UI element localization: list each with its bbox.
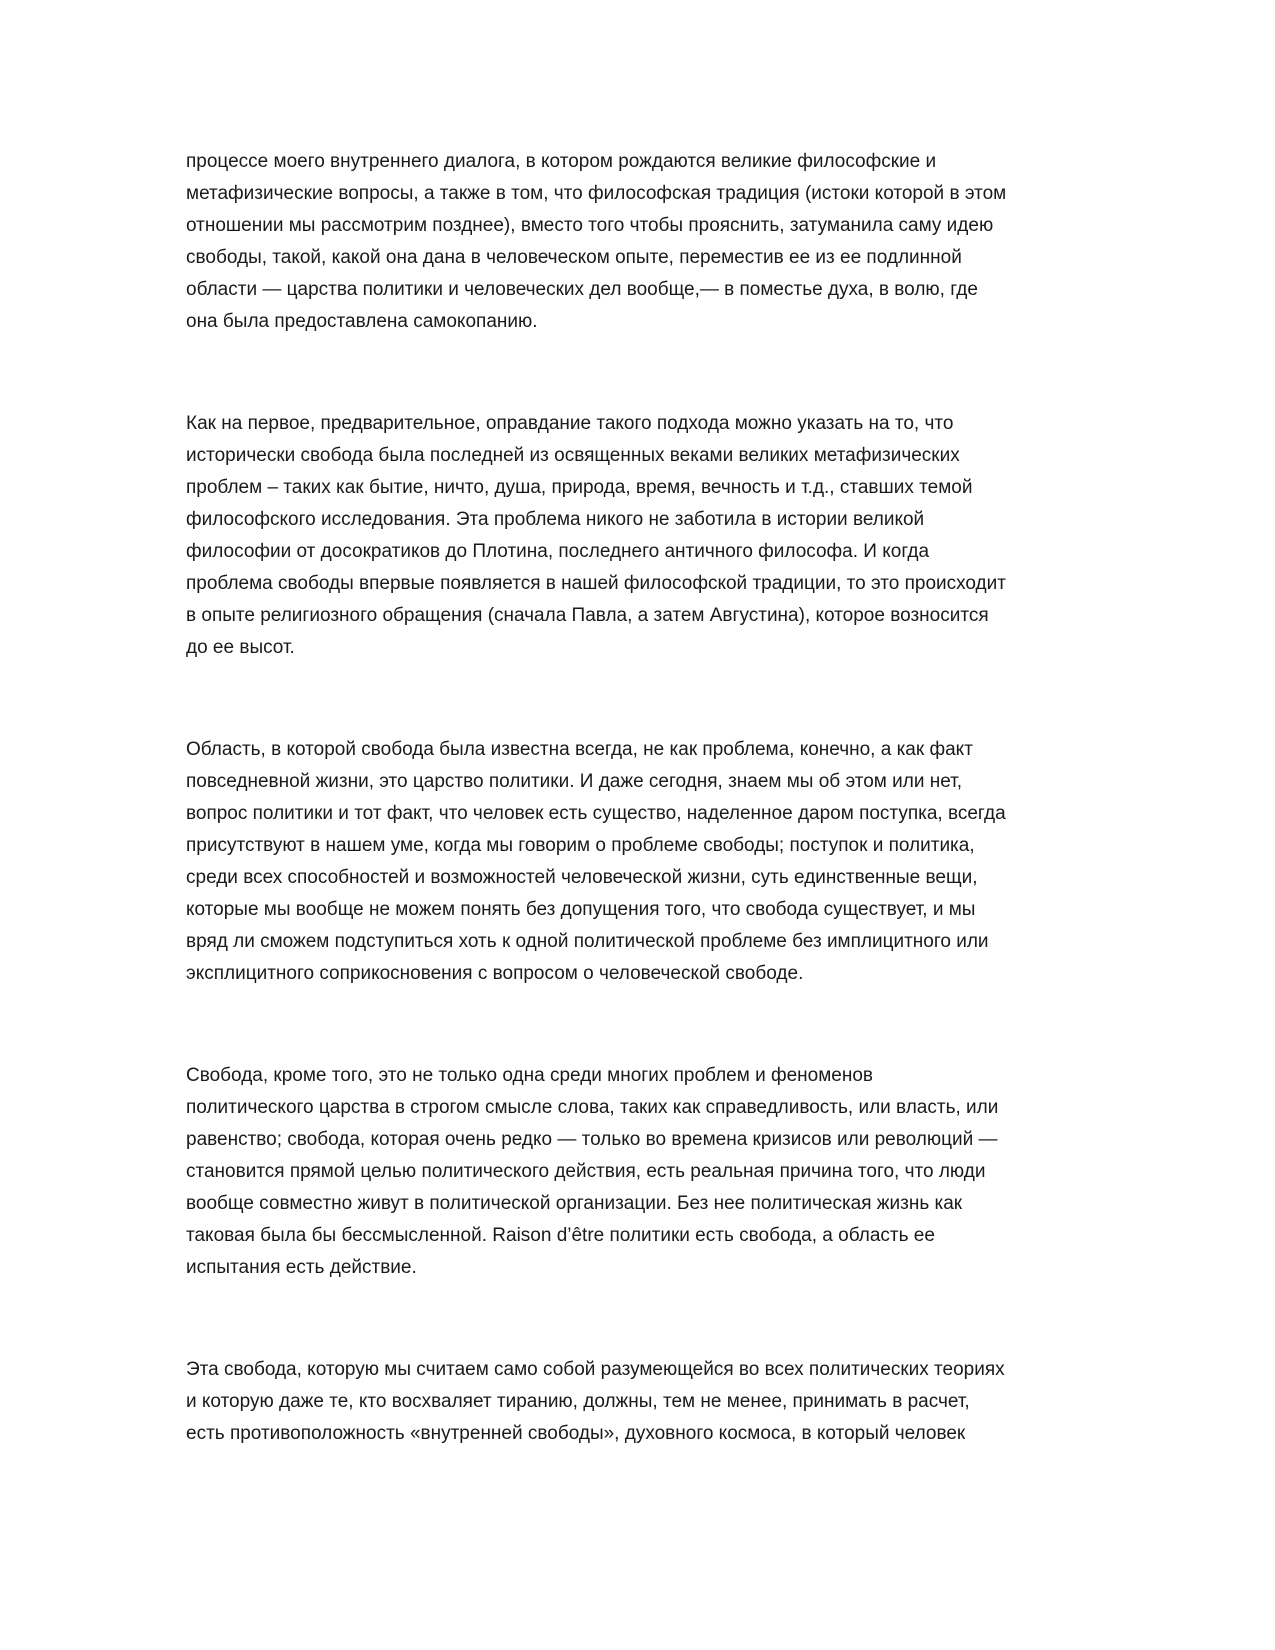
paragraph-2: [186, 408, 1086, 664]
text-line: метафизические вопросы, а также в том, что философская традиция (истоки которой в этом: [186, 183, 1007, 204]
text-line: среди всех способностей и возможностей человеческой жизни, суть единственные вещи,: [186, 867, 978, 888]
paragraph-spacer: [186, 338, 1086, 408]
paragraph-spacer: [186, 990, 1086, 1060]
text-line: вообще совместно живут в политической организации. Без нее политическая жизнь как: [186, 1193, 963, 1214]
text-line: проблема свободы впервые появляется в нашей философской традиции, то это происходит: [186, 573, 1006, 594]
text-line: таковая была бы бессмысленной. Raison d’être политики есть свобода, а область ее: [186, 1225, 935, 1246]
text-line: политического царства в строгом смысле слова, таких как справедливость, или власть, или: [186, 1097, 999, 1118]
text-line: свободы, такой, какой она дана в человеческом опыте, переместив ее из ее подлинной: [186, 247, 962, 268]
text-line: процессе моего внутреннего диалога, в котором рождаются великие философские и: [186, 151, 937, 172]
text-line: и которую даже те, кто восхваляет тиранию, должны, тем не менее, принимать в расчет,: [186, 1391, 970, 1412]
text-column: [186, 146, 1086, 1450]
text-line: Свобода, кроме того, это не только одна среди многих проблем и феноменов: [186, 1065, 873, 1086]
text-line: в опыте религиозного обращения (сначала Павла, а затем Августина), которое возносится: [186, 605, 989, 626]
text-line: отношении мы рассмотрим позднее), вместо того чтобы прояснить, затуманила саму идею: [186, 215, 994, 236]
text-line: она была предоставлена самокопанию.: [186, 311, 538, 332]
text-line: равенство; свобода, которая очень редко — только во времена кризисов или революций —: [186, 1129, 998, 1150]
text-line: философии от досократиков до Плотина, последнего античного философа. И когда: [186, 541, 930, 562]
text-line: есть противоположность «внутренней свободы», духовного космоса, в который человек: [186, 1423, 966, 1444]
text-line: вряд ли сможем подступиться хоть к одной политической проблеме без имплицитного или: [186, 931, 989, 952]
paragraph-5: [186, 1354, 1086, 1450]
text-line: области — царства политики и человеческих дел вообще,— в поместье духа, в волю, где: [186, 279, 978, 300]
paragraph-spacer: [186, 664, 1086, 734]
text-line: проблем – таких как бытие, ничто, душа, природа, время, вечность и т.д., ставших темой: [186, 477, 973, 498]
text-line: Эта свобода, которую мы считаем само собой разумеющейся во всех политических теориях: [186, 1359, 1005, 1380]
text-line: исторически свобода была последней из освященных веками великих метафизических: [186, 445, 960, 466]
text-line: становится прямой целью политического действия, есть реальная причина того, что люди: [186, 1161, 986, 1182]
paragraph-3: [186, 734, 1086, 990]
text-line: повседневной жизни, это царство политики. И даже сегодня, знаем мы об этом или нет,: [186, 771, 963, 792]
text-line: до ее высот.: [186, 637, 295, 658]
text-line: философского исследования. Эта проблема никого не заботила в истории великой: [186, 509, 925, 530]
text-line: присутствуют в нашем уме, когда мы говорим о проблеме свободы; поступок и политика,: [186, 835, 975, 856]
paragraph-4: [186, 1060, 1086, 1284]
text-line: Область, в которой свобода была известна всегда, не как проблема, конечно, а как факт: [186, 739, 973, 760]
text-line: испытания есть действие.: [186, 1257, 417, 1278]
text-line: эксплицитного соприкосновения с вопросом о человеческой свободе.: [186, 963, 804, 984]
paragraph-1: [186, 146, 1086, 338]
text-line: которые мы вообще не можем понять без допущения того, что свобода существует, и мы: [186, 899, 976, 920]
text-line: Как на первое, предварительное, оправдание такого подхода можно указать на то, что: [186, 413, 954, 434]
paragraph-spacer: [186, 1284, 1086, 1354]
text-line: вопрос политики и тот факт, что человек есть существо, наделенное даром поступка, всегда: [186, 803, 1006, 824]
